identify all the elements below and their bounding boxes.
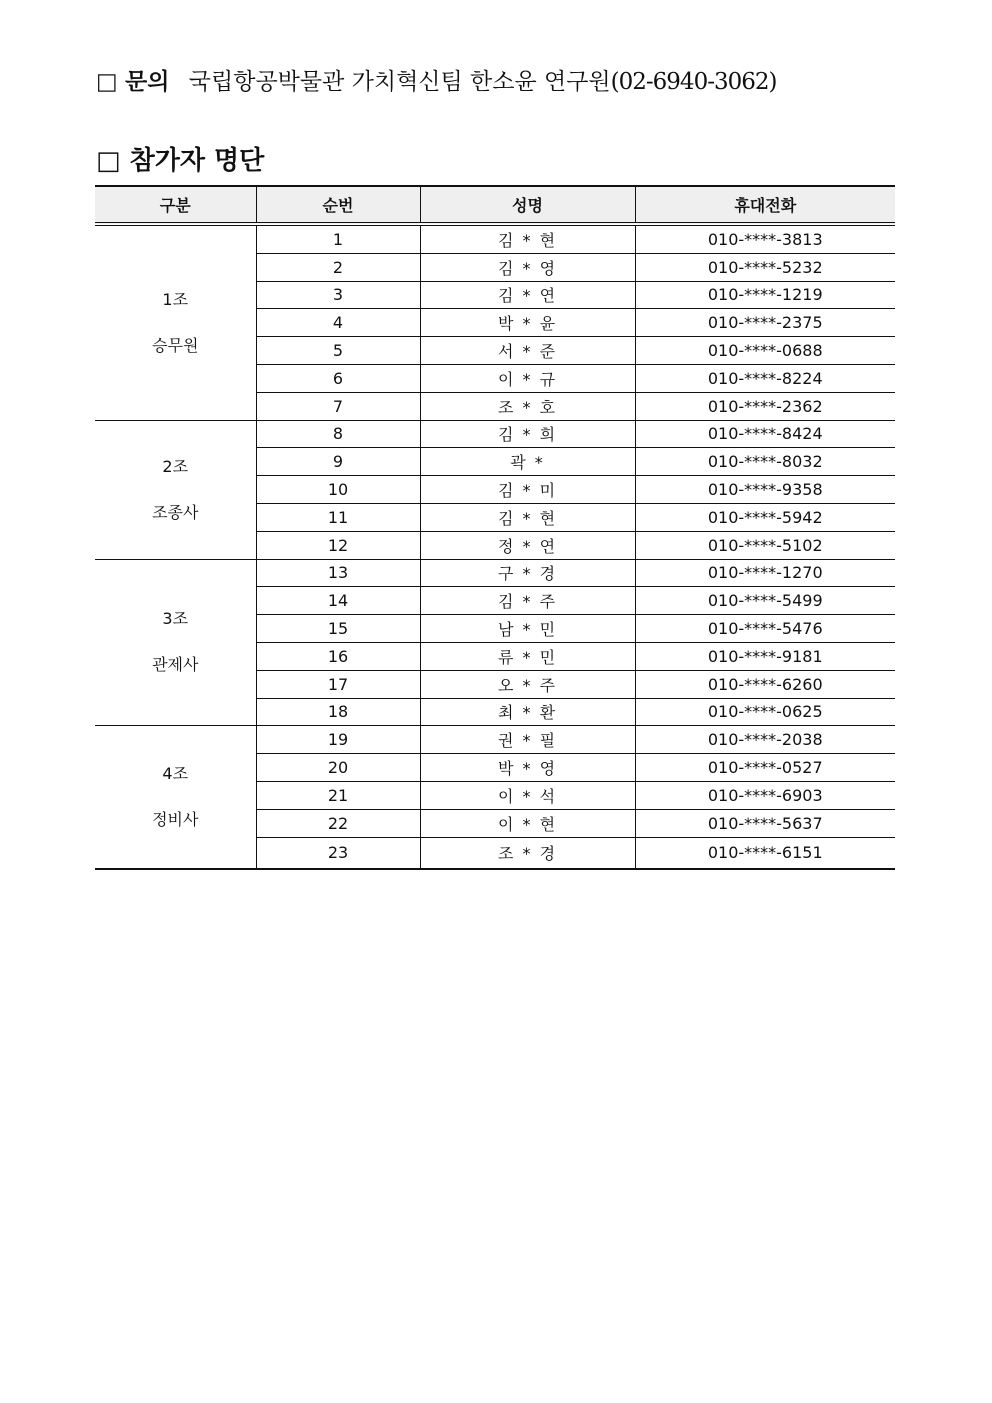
participant-name: 이 * 현 bbox=[420, 809, 635, 837]
participant-name: 김 * 현 bbox=[420, 224, 635, 253]
phone-number: 010-****-6151 bbox=[635, 837, 895, 869]
row-number: 16 bbox=[256, 642, 420, 670]
participant-name: 구 * 경 bbox=[420, 559, 635, 587]
group-role: 조종사 bbox=[152, 502, 199, 522]
participant-name: 김 * 미 bbox=[420, 476, 635, 504]
participant-name: 최 * 환 bbox=[420, 698, 635, 726]
participant-name: 이 * 규 bbox=[420, 364, 635, 392]
participant-name: 이 * 석 bbox=[420, 781, 635, 809]
phone-number: 010-****-8032 bbox=[635, 448, 895, 476]
phone-number: 010-****-5942 bbox=[635, 503, 895, 531]
phone-number: 010-****-3813 bbox=[635, 224, 895, 253]
phone-number: 010-****-1219 bbox=[635, 281, 895, 309]
row-number: 23 bbox=[256, 837, 420, 869]
phone-number: 010-****-6260 bbox=[635, 670, 895, 698]
phone-number: 010-****-5232 bbox=[635, 253, 895, 281]
participant-name: 오 * 주 bbox=[420, 670, 635, 698]
table-row bbox=[95, 224, 895, 253]
row-number: 15 bbox=[256, 615, 420, 643]
row-number: 6 bbox=[256, 364, 420, 392]
table-row bbox=[95, 420, 895, 448]
group-number: 2조 bbox=[162, 456, 189, 476]
phone-number: 010-****-9181 bbox=[635, 642, 895, 670]
group-number: 1조 bbox=[162, 289, 189, 309]
row-number: 18 bbox=[256, 698, 420, 726]
participant-name: 서 * 준 bbox=[420, 337, 635, 365]
row-number: 3 bbox=[256, 281, 420, 309]
row-number: 11 bbox=[256, 503, 420, 531]
table-row bbox=[95, 559, 895, 587]
row-number: 22 bbox=[256, 809, 420, 837]
phone-number: 010-****-2362 bbox=[635, 392, 895, 420]
participant-name: 박 * 영 bbox=[420, 754, 635, 782]
participant-name: 김 * 희 bbox=[420, 420, 635, 448]
group-role: 정비사 bbox=[152, 809, 199, 829]
table-row bbox=[95, 726, 895, 754]
phone-number: 010-****-5637 bbox=[635, 809, 895, 837]
participant-name: 김 * 영 bbox=[420, 253, 635, 281]
group-number: 3조 bbox=[162, 609, 189, 629]
row-number: 7 bbox=[256, 392, 420, 420]
roster-title: □ 참가자 명단 bbox=[96, 146, 265, 176]
header-number: 순번 bbox=[256, 186, 420, 224]
table-header-row bbox=[95, 186, 895, 224]
inquiry-line bbox=[96, 64, 776, 100]
participant-name: 김 * 현 bbox=[420, 503, 635, 531]
phone-number: 010-****-9358 bbox=[635, 476, 895, 504]
group-role: 관제사 bbox=[152, 655, 199, 675]
row-number: 8 bbox=[256, 420, 420, 448]
row-number: 1 bbox=[256, 224, 420, 253]
inquiry-label: 문의 bbox=[125, 69, 170, 95]
row-number: 20 bbox=[256, 754, 420, 782]
participant-name: 권 * 필 bbox=[420, 726, 635, 754]
row-number: 4 bbox=[256, 309, 420, 337]
row-number: 9 bbox=[256, 448, 420, 476]
phone-number: 010-****-8424 bbox=[635, 420, 895, 448]
phone-number: 010-****-8224 bbox=[635, 364, 895, 392]
group-role: 승무원 bbox=[152, 335, 199, 355]
header-phone: 휴대전화 bbox=[635, 186, 895, 224]
participant-name: 박 * 윤 bbox=[420, 309, 635, 337]
row-number: 12 bbox=[256, 531, 420, 559]
row-number: 10 bbox=[256, 476, 420, 504]
phone-number: 010-****-2038 bbox=[635, 726, 895, 754]
inquiry-phone: (02-6940-3062) bbox=[610, 69, 777, 95]
phone-number: 010-****-5102 bbox=[635, 531, 895, 559]
header-name: 성명 bbox=[420, 186, 635, 224]
participant-name: 김 * 주 bbox=[420, 587, 635, 615]
phone-number: 010-****-0527 bbox=[635, 754, 895, 782]
row-number: 2 bbox=[256, 253, 420, 281]
group-cell bbox=[95, 224, 256, 420]
participant-table bbox=[95, 185, 895, 870]
group-cell bbox=[95, 559, 256, 726]
participant-name: 남 * 민 bbox=[420, 615, 635, 643]
participant-name: 김 * 연 bbox=[420, 281, 635, 309]
phone-number: 010-****-0688 bbox=[635, 337, 895, 365]
group-cell bbox=[95, 726, 256, 869]
row-number: 14 bbox=[256, 587, 420, 615]
phone-number: 010-****-2375 bbox=[635, 309, 895, 337]
inquiry-contact: 국립항공박물관 가치혁신팀 한소윤 연구원 bbox=[188, 69, 611, 95]
phone-number: 010-****-5499 bbox=[635, 587, 895, 615]
row-number: 5 bbox=[256, 337, 420, 365]
row-number: 19 bbox=[256, 726, 420, 754]
group-cell bbox=[95, 420, 256, 559]
phone-number: 010-****-0625 bbox=[635, 698, 895, 726]
participant-name: 곽 * bbox=[420, 448, 635, 476]
participant-name: 조 * 경 bbox=[420, 837, 635, 869]
participant-name: 류 * 민 bbox=[420, 642, 635, 670]
header-group: 구분 bbox=[95, 186, 256, 224]
phone-number: 010-****-1270 bbox=[635, 559, 895, 587]
row-number: 17 bbox=[256, 670, 420, 698]
checkbox-bullet-icon: □ bbox=[96, 69, 118, 95]
phone-number: 010-****-6903 bbox=[635, 781, 895, 809]
group-number: 4조 bbox=[162, 763, 189, 783]
table-body bbox=[95, 224, 895, 869]
row-number: 21 bbox=[256, 781, 420, 809]
participant-name: 조 * 호 bbox=[420, 392, 635, 420]
row-number: 13 bbox=[256, 559, 420, 587]
participant-name: 정 * 연 bbox=[420, 531, 635, 559]
phone-number: 010-****-5476 bbox=[635, 615, 895, 643]
